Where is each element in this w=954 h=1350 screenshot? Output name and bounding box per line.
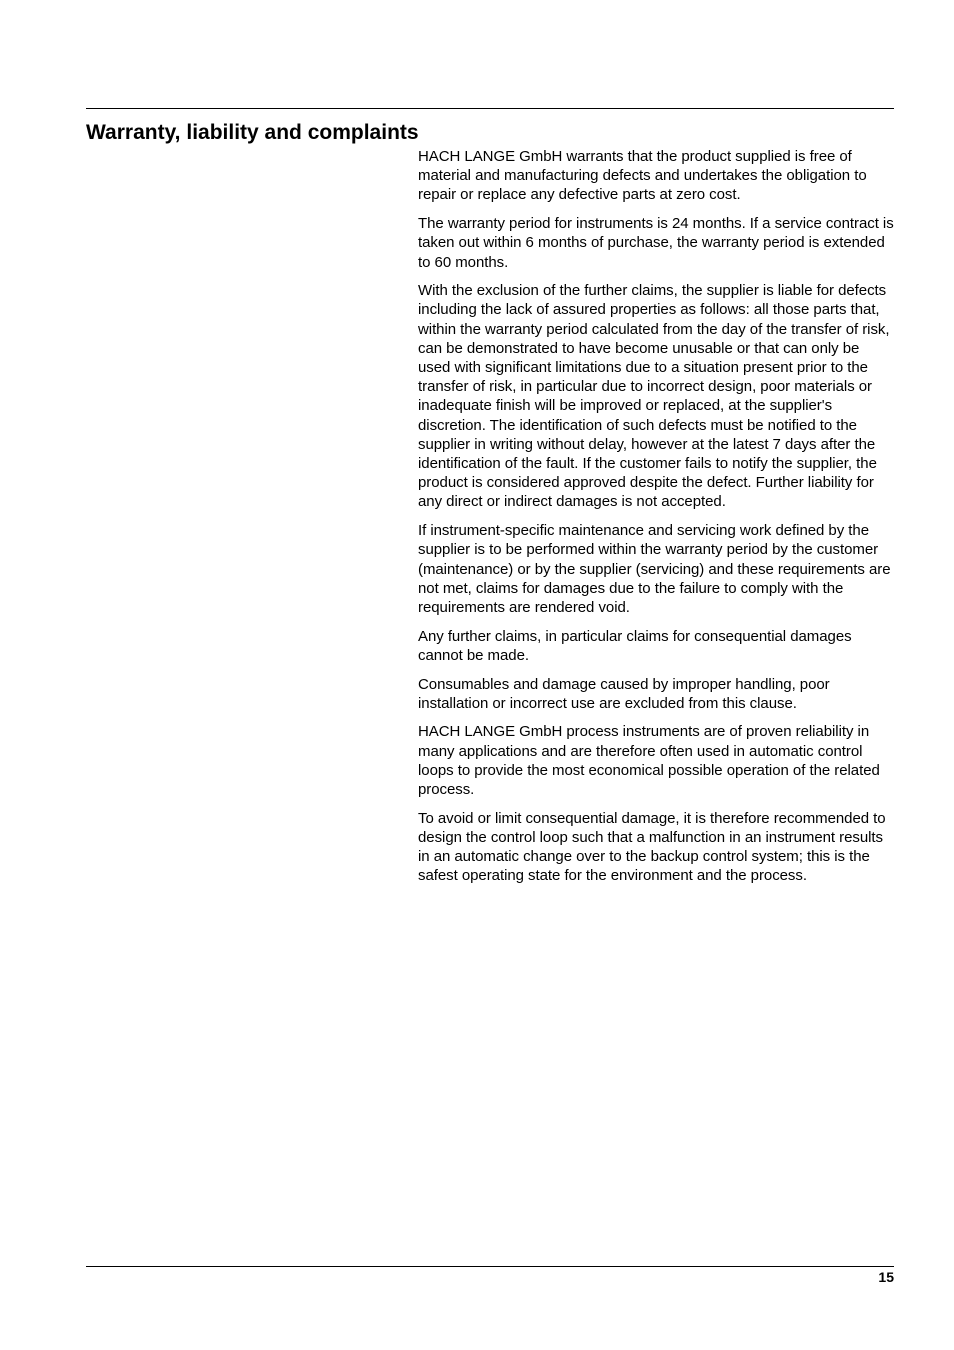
paragraph-liability: With the exclusion of the further claims, the supplier is liable for defects including the lack of assured properties as follows: all those parts that, within the warranty period calculated from the day of the transfer of risk, can be demonstrated to have become unusable or that can only be used with significant limitations due to a situation present prior to the transfer of risk, in particular due to incorrect design, poor materials or inadequate finish will be improved or replaced, at the supplier's discretion. The identification of such defects must be notified to the supplier in writing without delay, however at the latest 7 days after the identification of the fault. If the customer fails to notify the supplier, the product is considered approved despite the defect. Further liability for any direct or indirect damages is not accepted. <box>418 282 890 511</box>
paragraph-warranty-intro: HACH LANGE GmbH warrants that the product supplied is free of material and manufacturing defects and undertakes the obligation to repair or replace any defective parts at zero cost. <box>418 148 867 204</box>
header-rule <box>86 108 894 109</box>
section-body <box>418 147 894 895</box>
paragraph-maintenance: If instrument-specific maintenance and servicing work defined by the supplier is to be performed within the warranty period by the customer (maintenance) or by the supplier (servicing) and these requirements are not met, claims for damages due to the failure to comply with the requirements are rendered void. <box>418 522 891 616</box>
paragraph-control-loop: To avoid or limit consequential damage, it is therefore recommended to design the control loop such that a malfunction in an instrument results in an automatic change over to the backup control system; this is the safest operating state for the environment and the process. <box>418 809 886 885</box>
section-title: Warranty, liability and complaints <box>86 121 419 144</box>
paragraph-warranty-period: The warranty period for instruments is 24 months. If a service contract is taken out within 6 months of purchase, the warranty period is extended to 60 months. <box>418 215 894 271</box>
paragraph-reliability: HACH LANGE GmbH process instruments are of proven reliability in many applications and are therefore often used in automatic control loops to provide the most economical possible operation of the related process. <box>418 723 880 799</box>
footer-rule <box>86 1266 894 1267</box>
page-number: 15 <box>878 1269 894 1285</box>
paragraph-further-claims: Any further claims, in particular claims for consequential damages cannot be made. <box>418 627 852 664</box>
paragraph-consumables: Consumables and damage caused by improper handling, poor installation or incorrect use are excluded from this clause. <box>418 675 830 712</box>
